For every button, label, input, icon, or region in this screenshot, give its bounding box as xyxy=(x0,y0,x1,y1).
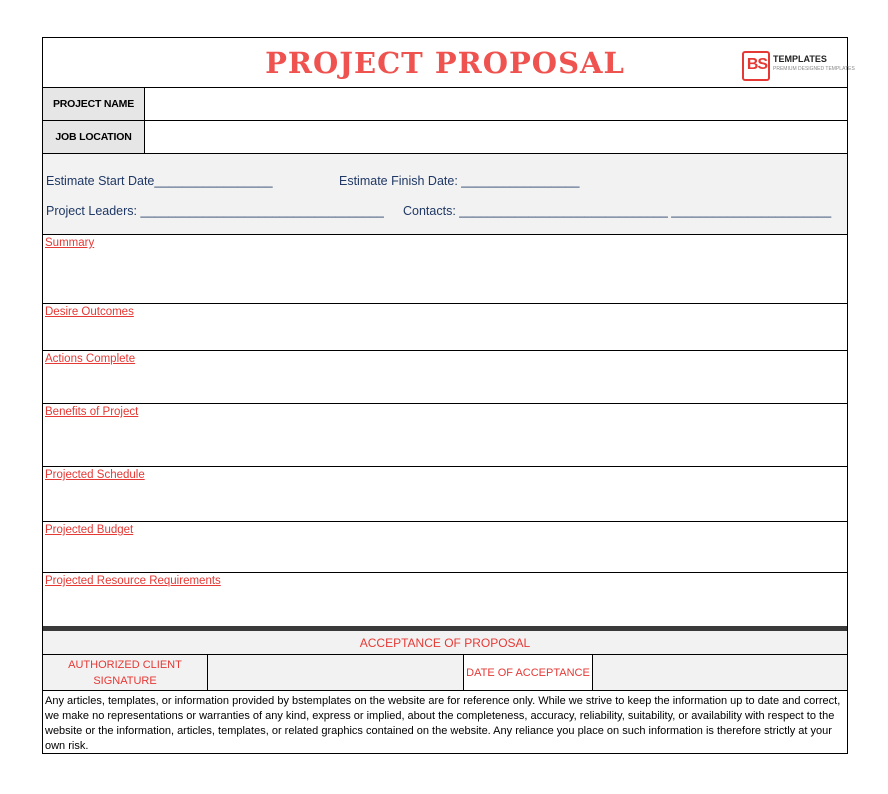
date-of-acceptance-text: DATE OF ACCEPTANCE xyxy=(466,667,590,679)
signature-field[interactable] xyxy=(208,655,464,690)
summary-label: Summary xyxy=(45,237,95,249)
logo-mark-text: BS xyxy=(746,56,768,73)
resource-requirements-label: Projected Resource Requirements xyxy=(45,575,221,587)
authorized-label-line1: AUTHORIZED CLIENT xyxy=(68,659,182,671)
project-leaders-field[interactable]: Project Leaders: ___________________________________ xyxy=(46,204,384,218)
budget-section[interactable] xyxy=(43,522,847,573)
project-name-field[interactable] xyxy=(146,88,846,120)
actions-complete-section[interactable] xyxy=(43,351,847,404)
job-location-label: JOB LOCATION xyxy=(43,121,145,153)
signature-row xyxy=(43,655,847,691)
logo-tagline: PREMIUM DESIGNED TEMPLATES xyxy=(773,66,855,72)
dates-block xyxy=(43,154,847,235)
title-row xyxy=(43,38,855,88)
estimate-finish-date[interactable]: Estimate Finish Date: _________________ xyxy=(339,174,580,188)
desire-outcomes-label: Desire Outcomes xyxy=(45,306,134,318)
project-name-label: PROJECT NAME xyxy=(43,88,145,120)
date-of-acceptance-label xyxy=(464,655,593,690)
page-title: PROJECT PROPOSAL xyxy=(265,46,625,80)
disclaimer-text: Any articles, templates, or information provided by bstemplates on the website are for reference only. While we strive to keep the information up to date and correct, we make no representations or warranties of any kind, express or implied, about the completeness, accuracy, reliability, suitability, or availability with respect to the website or the information, articles, templates, or related graphics contained on the website. Any reliance you place on such information is therefore strictly at your own risk. xyxy=(45,695,841,752)
logo-name: TEMPLATES xyxy=(773,54,827,64)
authorized-label-line2: SIGNATURE xyxy=(93,675,157,687)
project-name-row xyxy=(43,88,847,121)
actions-complete-label: Actions Complete xyxy=(45,353,136,365)
summary-section[interactable] xyxy=(43,235,847,304)
desire-outcomes-section[interactable] xyxy=(43,304,847,351)
budget-label: Projected Budget xyxy=(45,524,134,536)
schedule-label: Projected Schedule xyxy=(45,469,145,481)
benefits-section[interactable] xyxy=(43,404,847,467)
schedule-section[interactable] xyxy=(43,467,847,522)
contacts-field[interactable]: Contacts: ______________________________ _______________________ xyxy=(403,204,832,218)
logo-icon xyxy=(742,51,770,81)
estimate-start-date[interactable]: Estimate Start Date_________________ xyxy=(46,174,273,188)
benefits-label: Benefits of Project xyxy=(45,406,139,418)
resource-requirements-section[interactable] xyxy=(43,573,847,626)
acceptance-header: ACCEPTANCE OF PROPOSAL xyxy=(43,631,847,655)
date-of-acceptance-field[interactable] xyxy=(593,655,847,690)
authorized-signature-label xyxy=(43,655,208,690)
job-location-row xyxy=(43,121,847,154)
proposal-sheet xyxy=(42,37,855,754)
job-location-field[interactable] xyxy=(146,121,846,153)
